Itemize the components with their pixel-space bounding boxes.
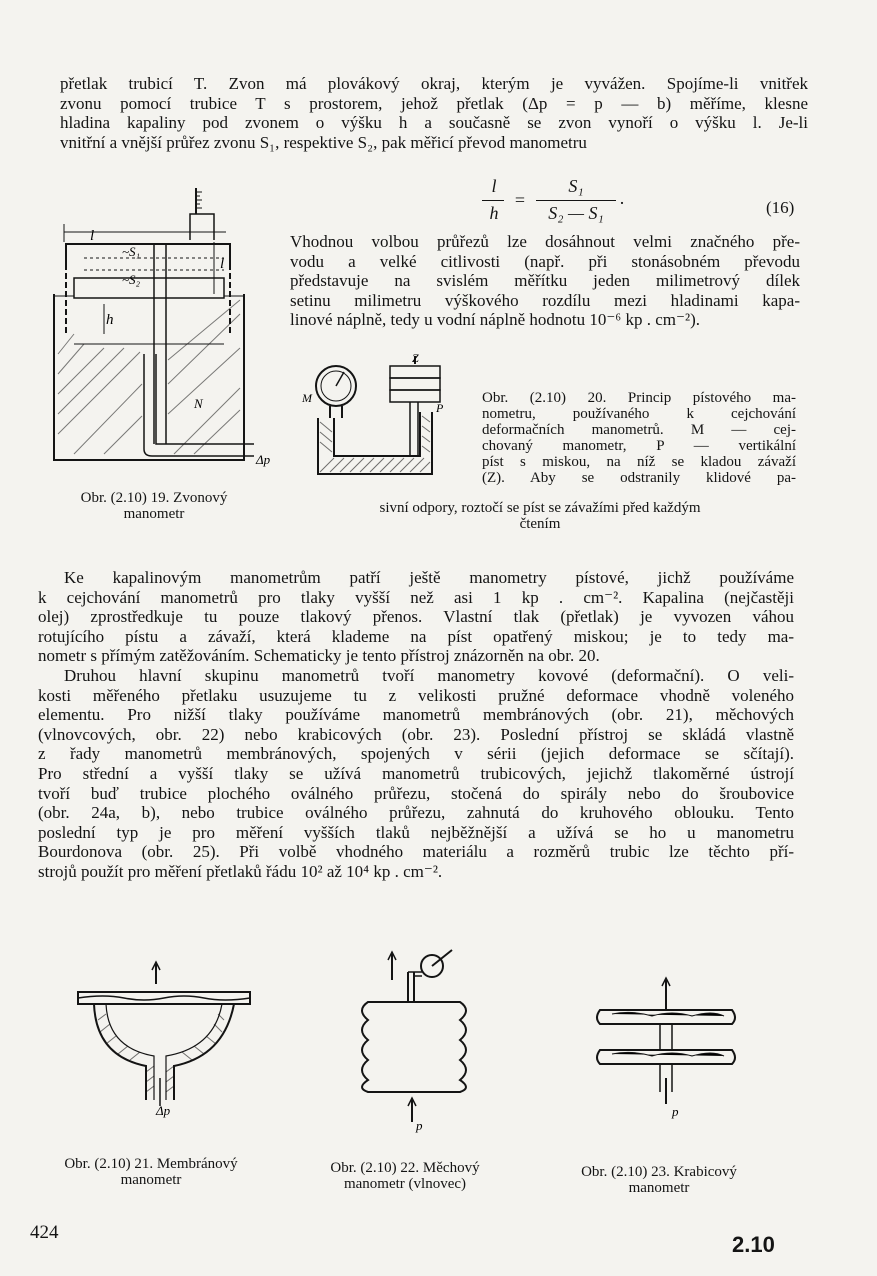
main-line: Pro střední a vyšší tlaky se užívá manometrů trubicových, jejichž tlakoměrné ústrojí xyxy=(38,763,794,783)
fig21-label-dp: Δp xyxy=(156,1103,171,1118)
fig22-bellows-manometer-drawing xyxy=(352,946,482,1136)
main-line: Druhou hlavní skupinu manometrů tvoří manometry kovové (deformační). O veli- xyxy=(64,665,794,685)
main-line: olej) zprostředkuje tu pouze tlakový přenos. Vlastní tlak (přetlak) je vyvozen váhou xyxy=(38,607,794,627)
intro-paragraph xyxy=(60,74,808,152)
right-line: setinu milimetru výškového rozdílu mezi hladinami kapa- xyxy=(290,290,800,310)
fig19-label-dp: Δp xyxy=(256,452,271,467)
main-line: Ke kapalinovým manometrům patří ještě manometry pístové, jichž používáme xyxy=(64,568,794,587)
fig21-caption-line: Obr. (2.10) 21. Membránový xyxy=(64,1156,238,1172)
fig23-caption-line: manometr xyxy=(628,1180,690,1196)
fig19-label-s2: ~S₂ xyxy=(122,272,141,287)
intro-line: hladina kapaliny pod zvonem o výšku h a současně se zvon vynoří o výšku l. Je-li xyxy=(60,113,808,133)
main-line: Bourdonova (obr. 25). Při volbě vhodného materiálu a rozměrů trubic lze těchto pří- xyxy=(38,842,794,862)
fig19-caption-line: manometr xyxy=(123,506,185,522)
intro-line: přetlak trubicí T. Zvon má plovákový okraj, kterým je vyvážen. Spojíme-li vnitřek xyxy=(60,74,808,93)
page-number: 424 xyxy=(30,1222,59,1243)
fig19-label-l-top: l xyxy=(90,228,95,244)
intro-line: vnitřní a vnější průřez zvonu S₁, respektive S₂, pak měřicí převod manometru xyxy=(60,132,587,152)
main-line: poslední typ je pro měření vyšších tlaků nejběžnější a užívá se ho u manometru xyxy=(38,822,794,842)
formula-number: (16) xyxy=(766,198,795,217)
fig19-label-s1: ~S₁ xyxy=(122,244,141,259)
fig23-caption-line: Obr. (2.10) 23. Krabicový xyxy=(581,1164,737,1180)
fig22-caption-line: Obr. (2.10) 22. Měchový xyxy=(330,1160,480,1176)
fig20-caption-line: chovaný manometr, P — vertikální xyxy=(482,438,796,454)
right-line: představuje na svislém měřítku jeden milimetrový dílek xyxy=(290,271,800,291)
formula-rhs-bar xyxy=(536,200,616,201)
fig22-caption xyxy=(290,1160,520,1192)
main-paragraph xyxy=(38,568,794,882)
formula-dot: . xyxy=(619,188,625,208)
fig20-label-p: P xyxy=(436,401,444,415)
right-line: Vhodnou volbou průřezů lze dosáhnout velmi značného pře- xyxy=(290,232,800,251)
fig20-piston-manometer-drawing xyxy=(300,352,450,482)
fig20-caption-line: Obr. (2.10) 20. Princip pístového ma- xyxy=(482,390,796,406)
main-line: nometr s přímým zatěžováním. Schematicky je tento přístroj znázorněn na obr. 20. xyxy=(38,646,600,666)
fig23-caption xyxy=(534,1164,784,1196)
fig20-caption-line: (Z). Aby se odstranily klidové pa- xyxy=(482,470,796,486)
main-line: kosti měřeného přetlaku usuzujeme tu z velikosti pružné deformace vhodně voleného xyxy=(38,685,794,705)
fig20-caption xyxy=(482,390,796,486)
formula-rhs-numerator: S₁ xyxy=(568,176,584,196)
main-line: rotujícího pístu a závaží, která klademe na píst opatřený miskou; je to tedy ma- xyxy=(38,626,794,646)
main-line: z řady manometrů membránových, spojených v sérii (jejich deformace se sčítají). xyxy=(38,744,794,764)
intro-line: zvonu pomocí trubice T s prostorem, jehož přetlak (Δp = p — b) měříme, klesne xyxy=(60,93,808,113)
formula-rhs-denominator: S₂ — S₁ xyxy=(548,203,604,223)
fig23-label-p: p xyxy=(672,1104,679,1119)
main-line: (vlnovcových, obr. 22) nebo krabicových (obr. 23). Poslední přístroj se skládá vlastně xyxy=(38,724,794,744)
main-line: elementu. Pro nižší tlaky používáme manometrů membránových (obr. 21), měchových xyxy=(38,705,794,725)
main-line: strojů použít pro měření přetlaků řádu 10² až 10⁴ kp . cm⁻². xyxy=(38,861,443,881)
fig20-caption-line: sivní odpory, roztočí se píst se závažími před každým xyxy=(379,500,701,516)
main-line: k cejchování manometrů pro tlaky vyšší než asi 1 kp . cm⁻². Kapalina (nejčastěji xyxy=(38,587,794,607)
fig20-caption-line: deformačních manometrů. M — cej- xyxy=(482,422,796,438)
formula-equals: = xyxy=(514,190,526,210)
fig19-caption xyxy=(46,490,262,522)
fig19-label-l-side: l xyxy=(220,256,225,272)
fig20-caption-line: píst s miskou, na níž se kladou závaží xyxy=(482,454,796,470)
right-line: linové náplně, tedy u vodní náplně hodnotu 10⁻⁶ kp . cm⁻²). xyxy=(290,310,700,330)
fig19-label-h: h xyxy=(106,312,114,328)
fig21-caption xyxy=(26,1156,276,1188)
fig21-membrane-manometer-drawing xyxy=(74,960,254,1120)
fig20-caption-tail xyxy=(282,500,798,532)
fig23-capsule-manometer-drawing xyxy=(592,974,742,1124)
fig22-label-p: p xyxy=(416,1118,423,1133)
formula-lhs-denominator: h xyxy=(489,203,499,223)
fig20-label-m: M xyxy=(302,391,312,405)
right-line: vodu a velké citlivosti (např. při stonásobném převodu xyxy=(290,251,800,271)
fig21-caption-line: manometr xyxy=(120,1172,182,1188)
fig20-caption-line: čtením xyxy=(519,516,561,532)
fig19-label-n: N xyxy=(194,396,203,411)
fig19-bell-manometer-drawing xyxy=(44,184,280,474)
section-number: 2.10 xyxy=(732,1232,775,1257)
fig20-caption-line: nometru, používaného k cejchování xyxy=(482,406,796,422)
right-paragraph xyxy=(290,232,800,330)
fig22-caption-line: manometr (vlnovec) xyxy=(343,1176,467,1192)
main-line: (obr. 24a, b), nebo trubice oválného průřezu, zahnutá do kruhového oblouku. Tento xyxy=(38,803,794,823)
fig19-caption-line: Obr. (2.10) 19. Zvonový xyxy=(80,490,228,506)
formula-lhs-bar xyxy=(482,200,504,201)
fig20-label-z: Z xyxy=(412,352,419,365)
formula-lhs-numerator: l xyxy=(491,176,497,196)
main-line: tvoří buď trubice plochého oválného průřezu, stočená do spirály nebo do šroubovice xyxy=(38,783,794,803)
